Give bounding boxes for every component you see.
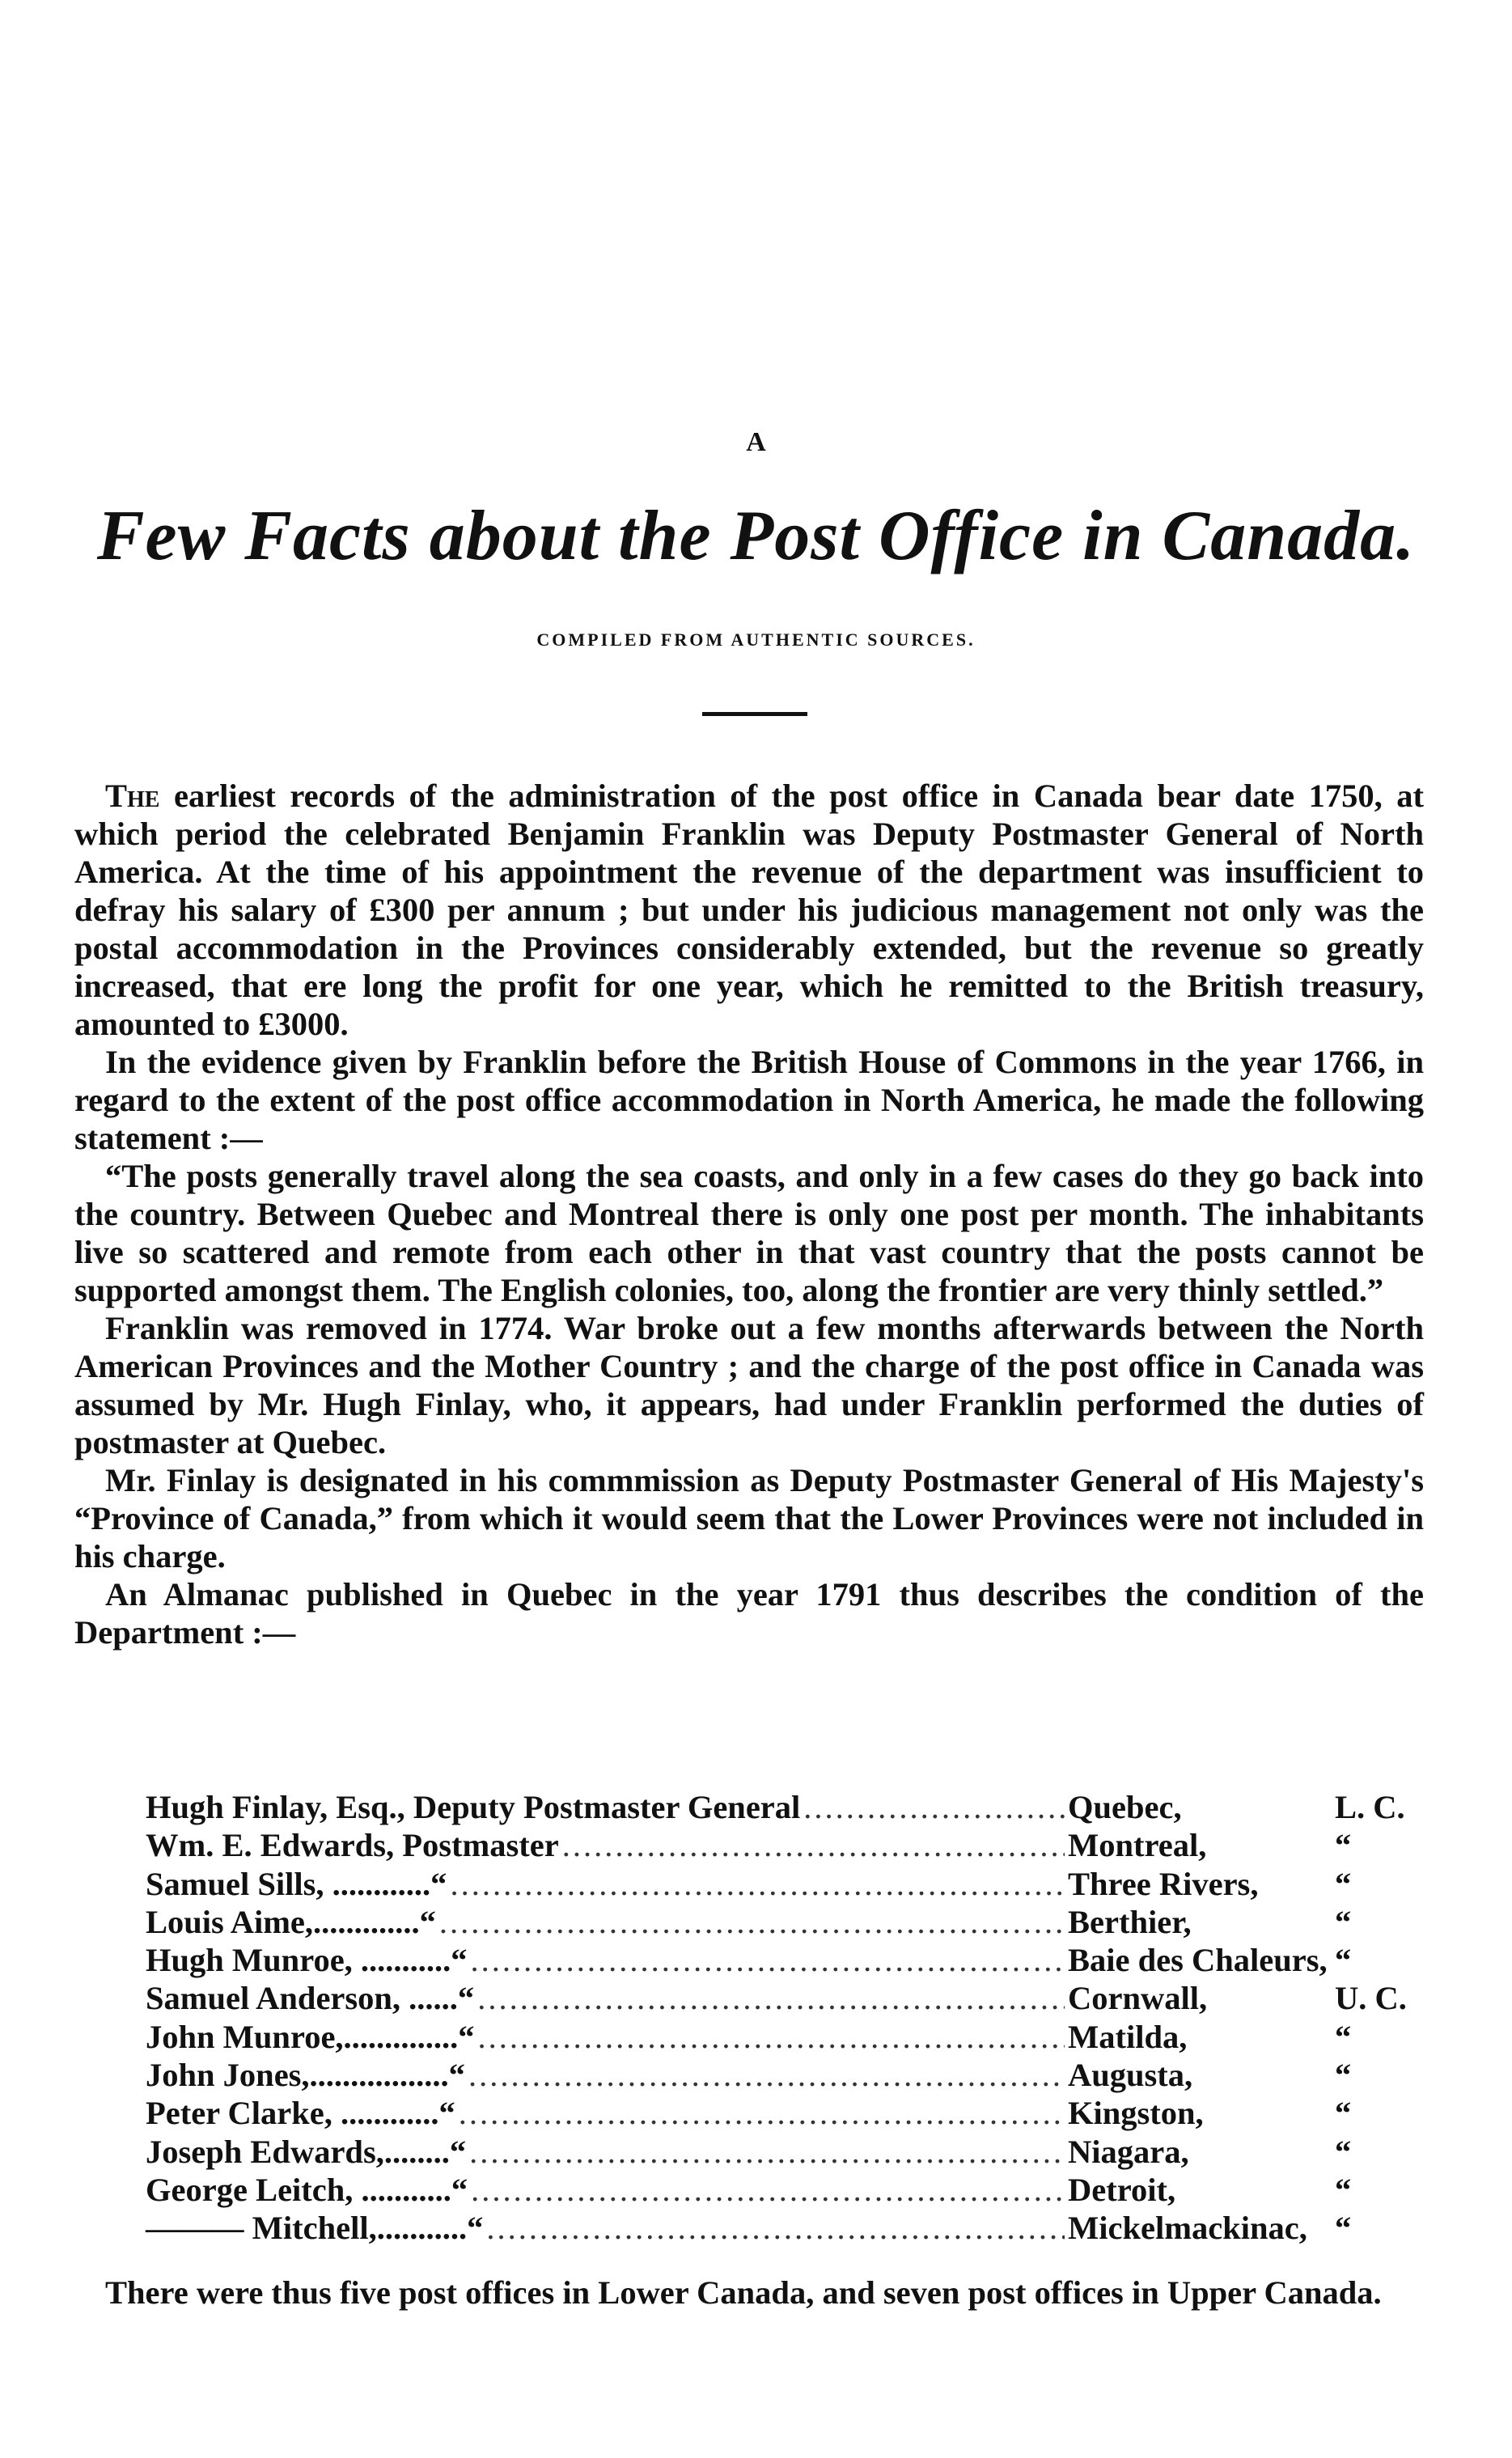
leader-dots	[478, 2018, 1065, 2056]
officer-name: ——— Mitchell,...........“	[146, 2210, 484, 2247]
list-item	[146, 1979, 1408, 2017]
officer-province: “	[1335, 2018, 1352, 2055]
officer-place: Mickelmackinac,	[1068, 2210, 1307, 2247]
officer-place: Cornwall,	[1068, 1980, 1208, 2017]
officer-place: Berthier,	[1068, 1903, 1192, 1940]
closing-paragraph: There were thus five post offices in Lower Canada, and seven post offices in Upper Canada.	[105, 2274, 1382, 2311]
leader-dots	[471, 2171, 1065, 2209]
paragraph-1-text: earliest records of the administration of the post office in Canada bear date 1750, at which period the celebrated Benjamin Franklin was Deputy Postmaster General of North America. At the time of his appointment the revenue of the department was insufficient to defray his salary of £300 per annum ; but under his judicious management not only was the postal accommodation in the Provinces considerably extended, but the revenue so greatly increased, that ere long the profit for one year, which he remitted to the British treasury, amounted to £3000.	[74, 778, 1424, 1042]
paragraph-5: Mr. Finlay is designated in his commmission as Deputy Postmaster General of His Majesty's “Province of Canada,” from which it would seem that the Lower Provinces were not included in his charge.	[74, 1462, 1424, 1574]
paragraph-3-quote: “The posts generally travel along the sea coasts, and only in a few cases do they go back into the country. Between Quebec and Montreal there is only one post per month. The inhabitants live so scattered and remote from each other in that vast country that the posts cannot be supported amongst them. The English colonies, too, along the frontier are very thinly settled.”	[74, 1158, 1424, 1308]
officer-province: “	[1335, 2133, 1352, 2170]
list-item	[146, 2056, 1408, 2094]
officer-place: Detroit,	[1068, 2171, 1176, 2208]
officer-name: Samuel Sills, ............“	[146, 1865, 447, 1902]
list-item	[146, 2018, 1408, 2056]
leader-dots	[477, 1979, 1065, 2017]
officer-place: Three Rivers,	[1068, 1865, 1259, 1902]
paragraph-1-lead: The	[105, 778, 160, 814]
paragraph-1	[74, 777, 1424, 1043]
leader-dots	[562, 1826, 1065, 1864]
officer-place: Niagara,	[1068, 2133, 1189, 2170]
leader-dots	[486, 2209, 1065, 2247]
list-item	[146, 2209, 1408, 2247]
list-item	[146, 1865, 1408, 1903]
officer-place: Augusta,	[1068, 2057, 1193, 2094]
officer-name: George Leitch, ...........“	[146, 2171, 468, 2208]
page-subtitle: COMPILED FROM AUTHENTIC SOURCES.	[536, 629, 976, 650]
officer-place: Baie des Chaleurs,	[1068, 1942, 1328, 1979]
leader-dots	[803, 1788, 1065, 1826]
officer-province: “	[1335, 1865, 1352, 1902]
paragraph-6: An Almanac published in Quebec in the year 1791 thus describes the condition of the Department :—	[74, 1576, 1424, 1651]
list-item	[146, 1788, 1408, 1826]
paragraph-2: In the evidence given by Franklin before the British House of Commons in the year 1766, in regard to the extent of the post office accommodation in North America, he made the following statement :—	[74, 1044, 1424, 1156]
leader-dots	[450, 1865, 1065, 1903]
leader-dots	[459, 2094, 1065, 2132]
list-item	[146, 1903, 1408, 1941]
heading-letter: A	[746, 427, 766, 457]
officer-name: Hugh Munroe, ...........“	[146, 1942, 468, 1979]
officer-province: “	[1335, 1903, 1352, 1940]
officer-place: Quebec,	[1068, 1789, 1182, 1825]
officer-province: “	[1335, 2171, 1352, 2208]
officer-province: “	[1335, 2095, 1352, 2132]
leader-dots	[471, 1941, 1065, 1979]
officer-name: Wm. E. Edwards, Postmaster	[146, 1827, 559, 1864]
paragraph-4: Franklin was removed in 1774. War broke out a few months afterwards between the North American Provinces and the Mother Country ; and the charge of the post office in Canada was assumed by Mr. Hugh Finlay, who, it appears, had under Franklin performed the duties of postmaster at Quebec.	[74, 1310, 1424, 1460]
officer-name: Louis Aime,.............“	[146, 1903, 436, 1940]
officer-place: Matilda,	[1068, 2018, 1188, 2055]
leader-dots	[439, 1903, 1065, 1941]
officer-province: “	[1335, 2210, 1352, 2247]
officer-name: John Munroe,..............“	[146, 2018, 475, 2055]
list-item	[146, 2094, 1408, 2132]
postmaster-list	[146, 1788, 1408, 2248]
officer-name: Peter Clarke, ............“	[146, 2095, 455, 2132]
officer-name: Samuel Anderson, ......“	[146, 1980, 475, 2017]
officer-name: Joseph Edwards,........“	[146, 2133, 467, 2170]
officer-place: Kingston,	[1068, 2095, 1204, 2132]
leader-dots	[468, 2056, 1065, 2094]
officer-province: “	[1335, 1942, 1352, 1979]
list-item	[146, 1941, 1408, 1979]
officer-province: L. C.	[1335, 1789, 1405, 1825]
title-divider	[702, 712, 807, 716]
list-item	[146, 2133, 1408, 2171]
officer-name: Hugh Finlay, Esq., Deputy Postmaster General	[146, 1789, 801, 1825]
list-item	[146, 1826, 1408, 1864]
officer-province: “	[1335, 2057, 1352, 2094]
leader-dots	[469, 2133, 1065, 2171]
officer-province: “	[1335, 1827, 1352, 1864]
officer-province: U. C.	[1335, 1980, 1407, 2017]
officer-name: John Jones,.................“	[146, 2057, 465, 2094]
page-title: Few Facts about the Post Office in Canada.	[96, 497, 1416, 575]
article-body	[74, 777, 1424, 1651]
officer-place: Montreal,	[1068, 1827, 1207, 1864]
list-item	[146, 2171, 1408, 2209]
